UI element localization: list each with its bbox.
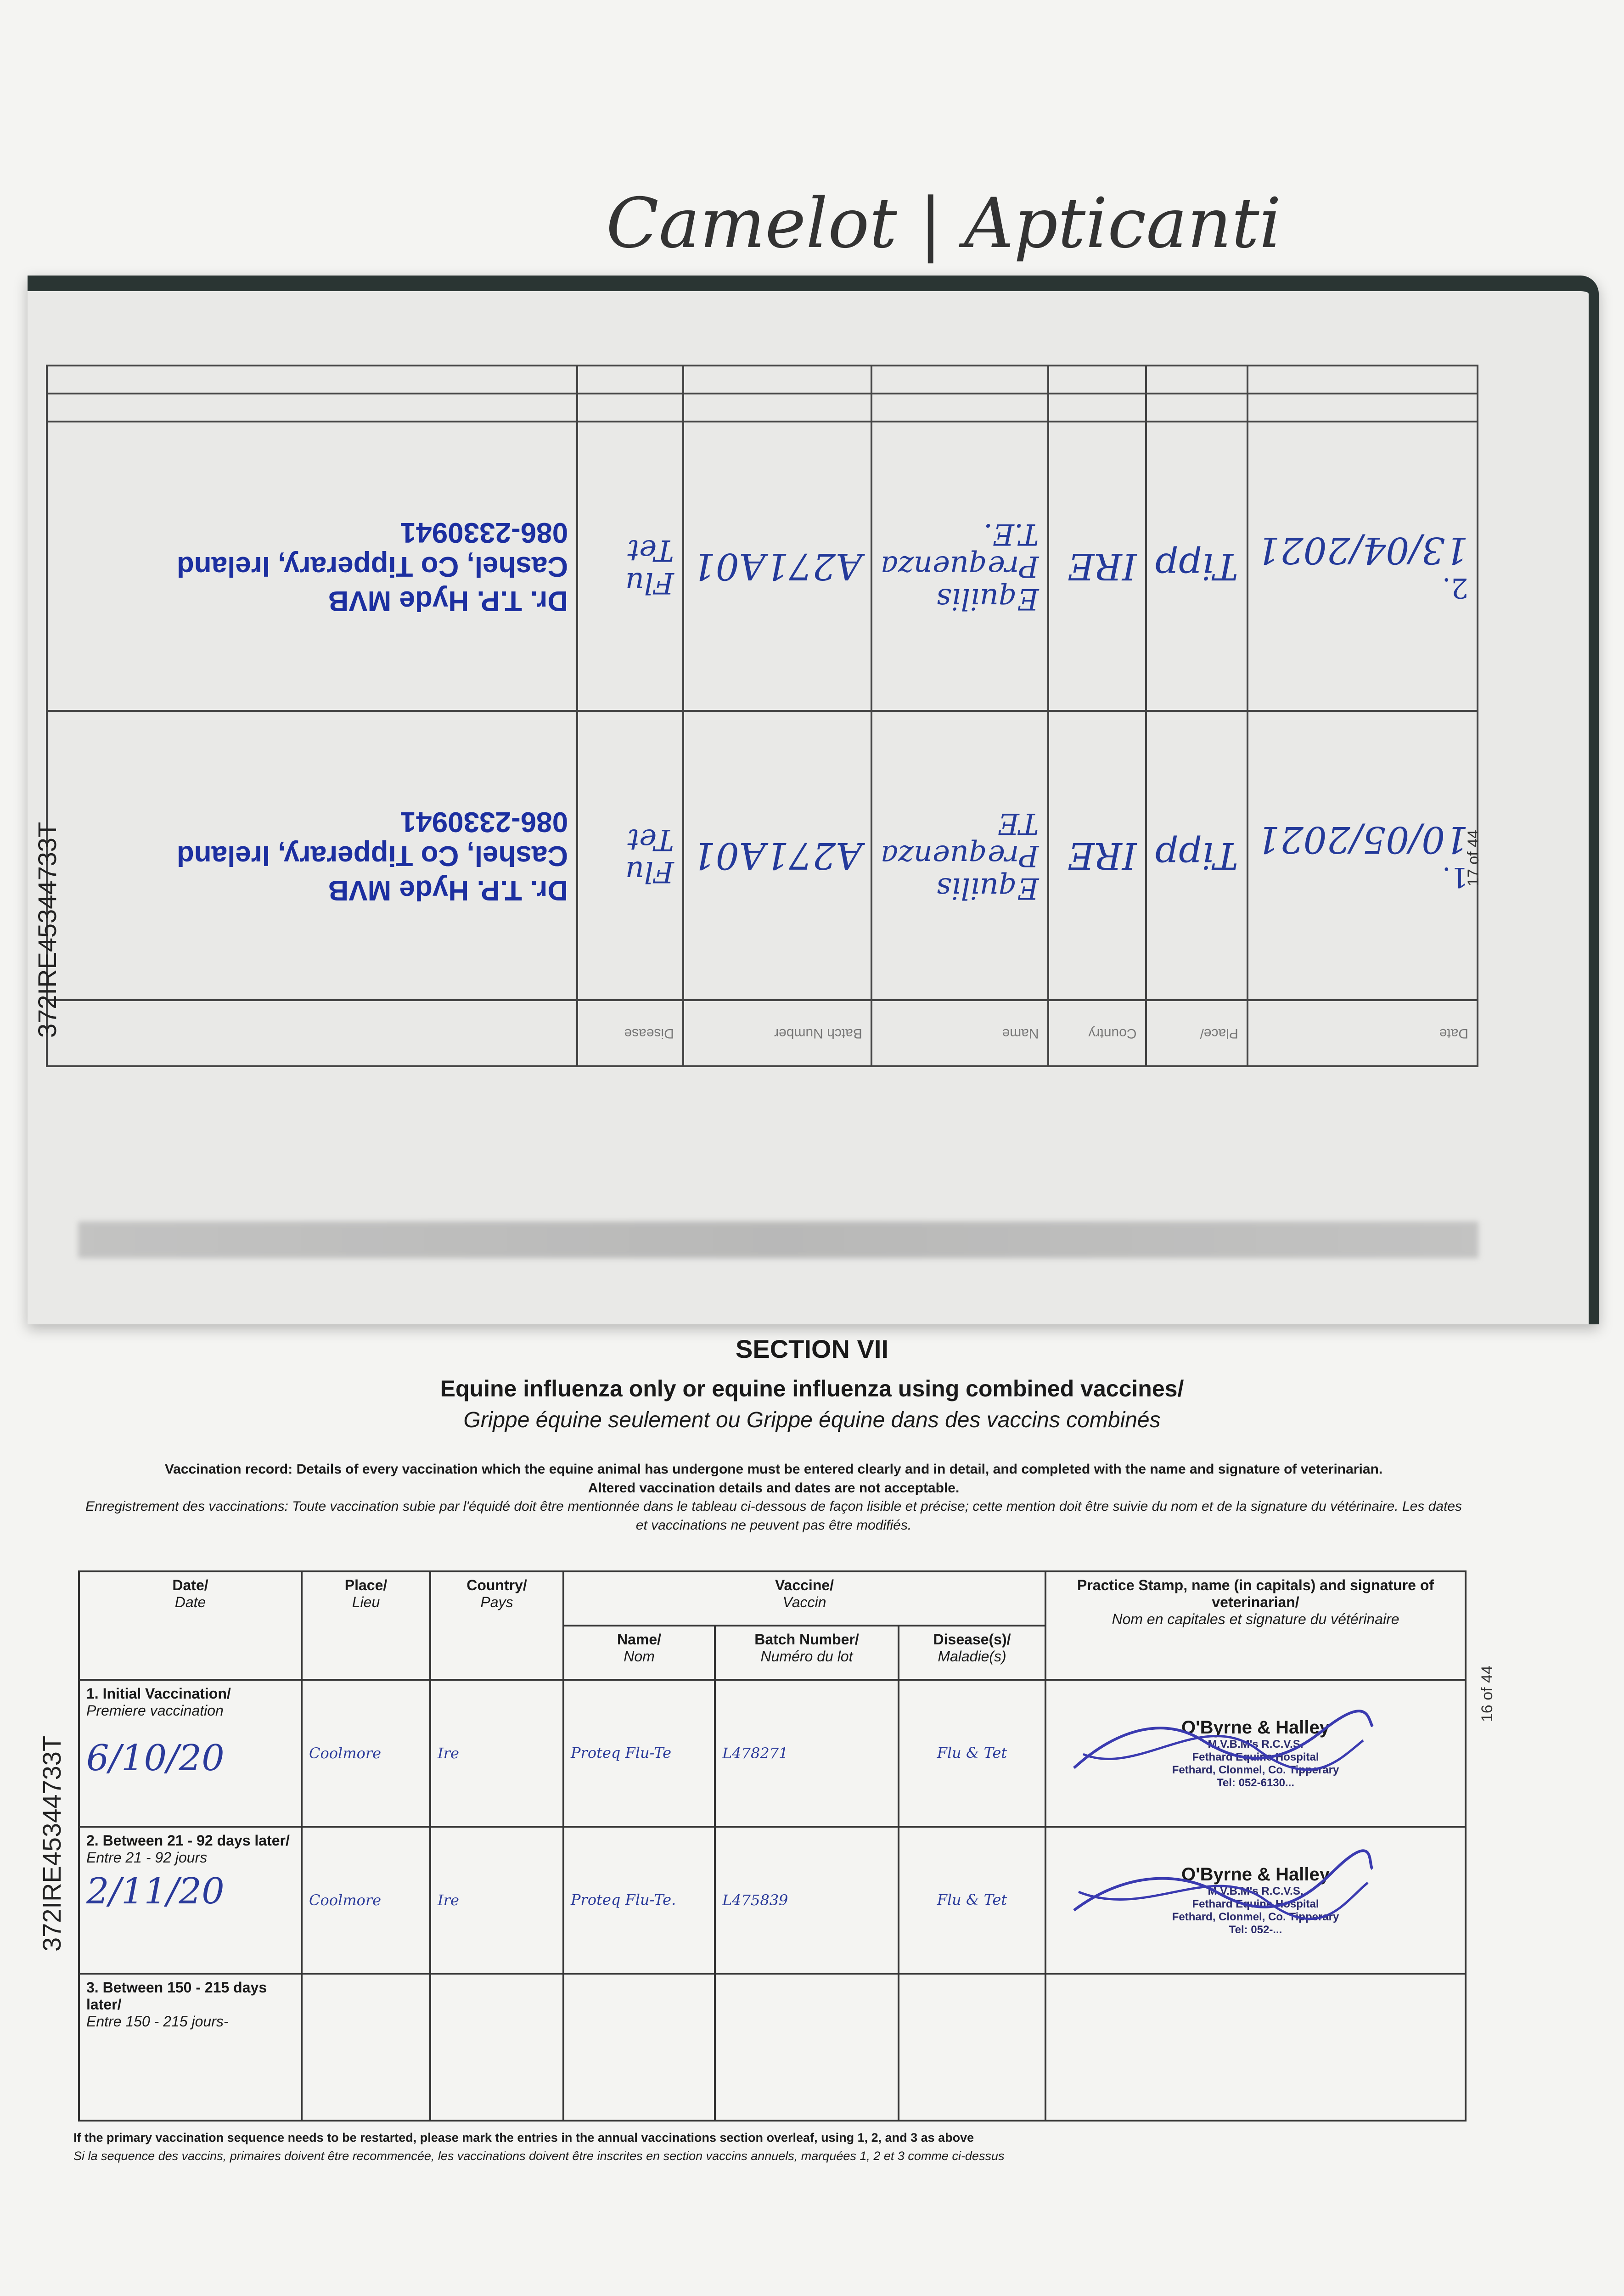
footer-note-fr: Si la sequence des vaccins, primaires doivent être recommencée, les vaccinations doivent être inscrites en section vaccins annuels, marquées 1, 2 et 3 comme ci-dessus	[73, 2149, 1005, 2163]
upper-row-country: IRE	[1048, 422, 1146, 711]
upper-page	[28, 276, 1599, 1324]
record-note-en: Vaccination record: Details of every vaccination which the equine animal has undergone must be entered clearly and in detail, and completed with the name and signature of veterinarian.	[164, 1462, 1383, 1477]
practice-stamp: O'Byrne & Halley M.V.B.M's R.C.V.S. Fethard Equine Hospital Fethard, Clonmel, Co. Tipperary Tel: 052-...	[1045, 1827, 1466, 1974]
upper-row-disease: Flu Tet	[577, 711, 683, 1000]
vet-stamp-line: Dr. T.P. Hyde MVB	[328, 874, 568, 906]
header-disease: Disease(s)/ Maladie(s)	[899, 1626, 1045, 1680]
vaccination-row-3	[79, 1974, 1466, 2121]
upper-row-batch: A271A01	[683, 422, 871, 711]
vaccine-name	[563, 1974, 715, 2121]
upper-row-disease: Flu Tet	[577, 422, 683, 711]
vaccination-date: 2/11/20	[86, 1871, 225, 1912]
upper-header-name: Name	[871, 1000, 1048, 1066]
vaccination-row-1	[79, 1680, 1466, 1827]
vet-stamp-line: Cashel, Co Tipperary, Ireland	[176, 551, 568, 583]
lower-side-code: 372IRE45344733T	[37, 1735, 66, 1952]
upper-row-stamp	[47, 711, 577, 1000]
header-stamp: Practice Stamp, name (in capitals) and signature of veterinarian/ Nom en capitales et signature du vétérinaire	[1045, 1571, 1466, 1680]
upper-header-place: Place/	[1146, 1000, 1248, 1066]
upper-row-date: 2. 13/04/2021	[1248, 422, 1478, 711]
upper-row-batch: A271A01	[683, 711, 871, 1000]
batch-number: L475839	[715, 1827, 899, 1974]
upper-row-1	[47, 711, 1478, 1000]
header-date: Date/ Date	[79, 1571, 302, 1680]
signature-scribble-icon	[1065, 1846, 1377, 1929]
lower-page-number: 16 of 44	[1478, 1666, 1496, 1722]
header-vaccine: Vaccine/ Vaccin	[563, 1571, 1045, 1626]
row-date-cell: 3. Between 150 - 215 days later/ Entre 150 - 215 jours-	[79, 1974, 302, 2121]
upper-header-stamp	[47, 1000, 577, 1066]
vaccination-place	[302, 1974, 430, 2121]
section-heading: SECTION VII	[736, 1334, 888, 1363]
vaccination-record-table	[78, 1570, 1467, 2122]
page-fold-shadow	[78, 1221, 1478, 1258]
header-place: Place/ Lieu	[302, 1571, 430, 1680]
upper-row-stamp	[47, 422, 577, 711]
upper-header-date: Date	[1248, 1000, 1478, 1066]
signature-scribble-icon	[1065, 1699, 1377, 1782]
upper-row-country: IRE	[1048, 711, 1146, 1000]
vaccination-country: Ire	[430, 1827, 563, 1974]
vaccination-country: Ire	[430, 1680, 563, 1827]
upper-row-empty	[47, 366, 1478, 394]
vet-stamp-line: Cashel, Co Tipperary, Ireland	[176, 840, 568, 872]
vaccination-country	[430, 1974, 563, 2121]
subtitle-fr: Grippe équine seulement ou Grippe équine dans des vaccins combinés	[463, 1408, 1161, 1432]
practice-stamp	[1045, 1974, 1466, 2121]
upper-row-2	[47, 422, 1478, 711]
upper-row-place: Tipp	[1146, 711, 1248, 1000]
vet-stamp-line: 086-2330941	[400, 517, 568, 549]
record-note	[78, 1460, 1469, 1535]
upper-header-disease: Disease	[577, 1000, 683, 1066]
handwritten-title: Camelot | Apticanti	[606, 184, 1281, 264]
subtitle-en: Equine influenza only or equine influenza using combined vaccines/	[440, 1376, 1184, 1401]
batch-number	[715, 1974, 899, 2121]
vaccine-name: Proteq Flu-Te.	[563, 1827, 715, 1974]
upper-vaccination-table	[46, 365, 1478, 1067]
vaccination-date: 6/10/20	[86, 1738, 225, 1779]
upper-header-row	[47, 1000, 1478, 1066]
vaccination-row-2	[79, 1827, 1466, 1974]
batch-number: L478271	[715, 1680, 899, 1827]
practice-stamp: O'Byrne & Halley M.V.B.M's R.C.V.S. Fethard Equine Hospital Fethard, Clonmel, Co. Tipperary Tel: 052-6130...	[1045, 1680, 1466, 1827]
upper-page-number: 17 of 44	[1465, 830, 1482, 886]
vaccination-place: Coolmore	[302, 1827, 430, 1974]
upper-header-batch: Batch Number	[683, 1000, 871, 1066]
disease: Flu & Tet	[899, 1827, 1045, 1974]
vet-stamp-line: Dr. T.P. Hyde MVB	[328, 585, 568, 617]
vaccine-name: Proteq Flu-Te	[563, 1680, 715, 1827]
upper-row-date: 1. 10/05/2021	[1248, 711, 1478, 1000]
header-vaccine-name: Name/ Nom	[563, 1626, 715, 1680]
footer-note-en: If the primary vaccination sequence needs to be restarted, please mark the entries in the annual vaccinations section overleaf, using 1, 2, and 3 as above	[73, 2131, 974, 2144]
row-date-cell: 2. Between 21 - 92 days later/ Entre 21 - 92 jours 2/11/20	[79, 1827, 302, 1974]
disease	[899, 1974, 1045, 2121]
vaccination-place: Coolmore	[302, 1680, 430, 1827]
upper-side-code: 372IRE45344733T	[33, 822, 62, 1038]
header-country: Country/ Pays	[430, 1571, 563, 1680]
upper-row-empty	[47, 394, 1478, 422]
upper-table-rotated	[46, 365, 1478, 1067]
disease: Flu & Tet	[899, 1680, 1045, 1827]
upper-row-vaccine: Equilis Prequenza T.E.	[871, 422, 1048, 711]
vet-stamp-line: 086-2330941	[400, 805, 568, 838]
upper-row-vaccine: Equilis Prequenza TE	[871, 711, 1048, 1000]
header-row-1	[79, 1571, 1466, 1626]
record-note-en2: Altered vaccination details and dates are not acceptable.	[588, 1480, 960, 1496]
row-date-cell: 1. Initial Vaccination/ Premiere vaccination 6/10/20	[79, 1680, 302, 1827]
header-batch-number: Batch Number/ Numéro du lot	[715, 1626, 899, 1680]
upper-header-country: Country	[1048, 1000, 1146, 1066]
upper-row-place: Tipp	[1146, 422, 1248, 711]
record-note-fr: Enregistrement des vaccinations: Toute vaccination subie par l'équidé doit être mentionnée dans le tableau ci-dessous de façon lisible et précise; cette mention doit être suivie du nom et de la signature du vétérinaire. Les dates et vaccinations ne peuvent pas être modifiés.	[85, 1499, 1462, 1533]
